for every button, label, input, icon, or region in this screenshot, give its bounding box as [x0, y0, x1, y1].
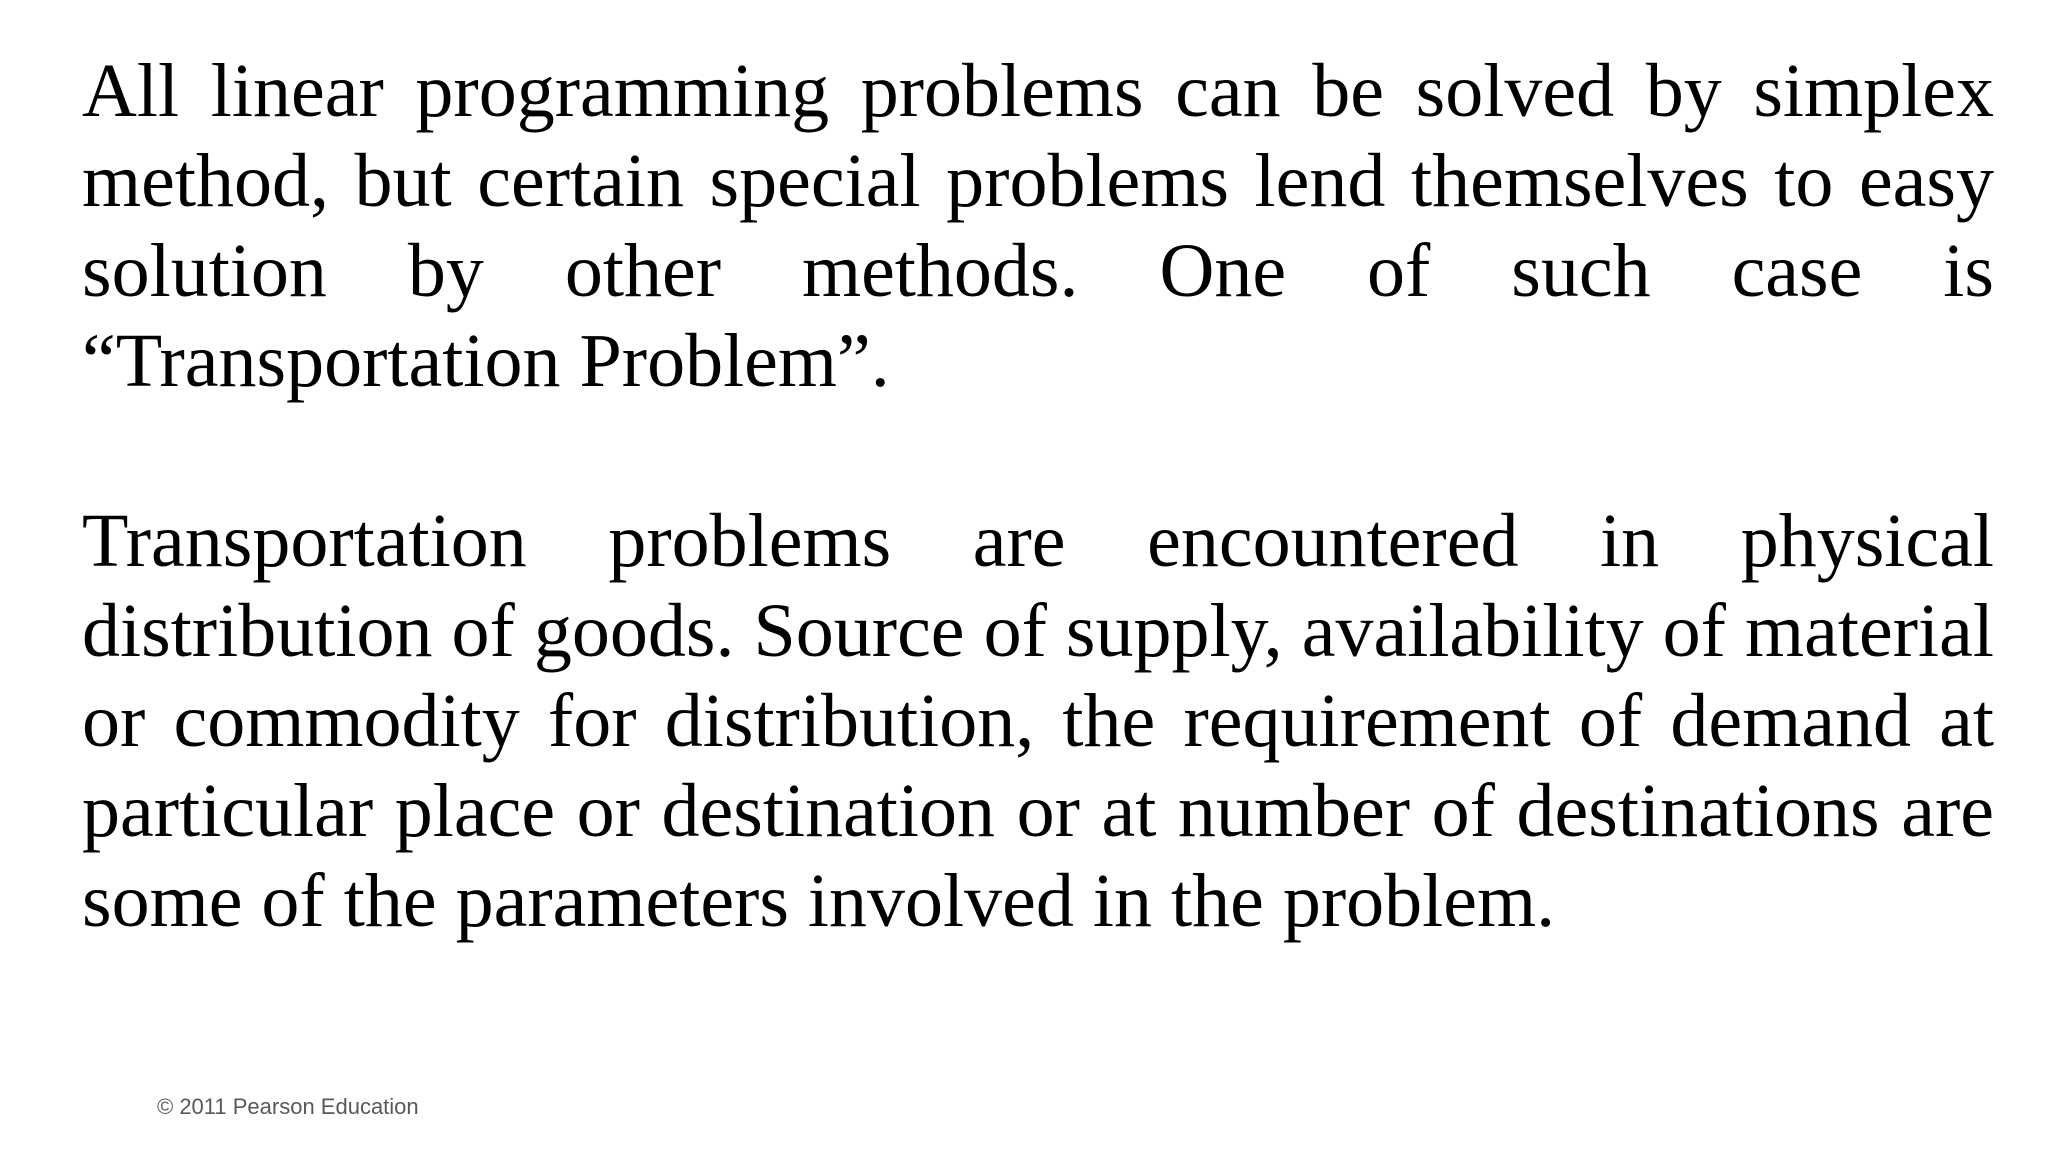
copyright-footer: © 2011 Pearson Education [157, 1094, 419, 1119]
paragraph-transportation: Transportation problems are encountered in physical distribution of goods. Source of supply, availability of material or commodity for distribution, the requirement of demand at particular place or destination or at number of destinations are some of the parameters involved in the problem. [82, 499, 1994, 943]
paragraph-intro: All linear programming problems can be solved by simplex method, but certain special problems lend themselves to easy solution by other methods. One of such case is “Transportation Problem”. [82, 49, 1994, 403]
slide-body [82, 46, 1994, 946]
